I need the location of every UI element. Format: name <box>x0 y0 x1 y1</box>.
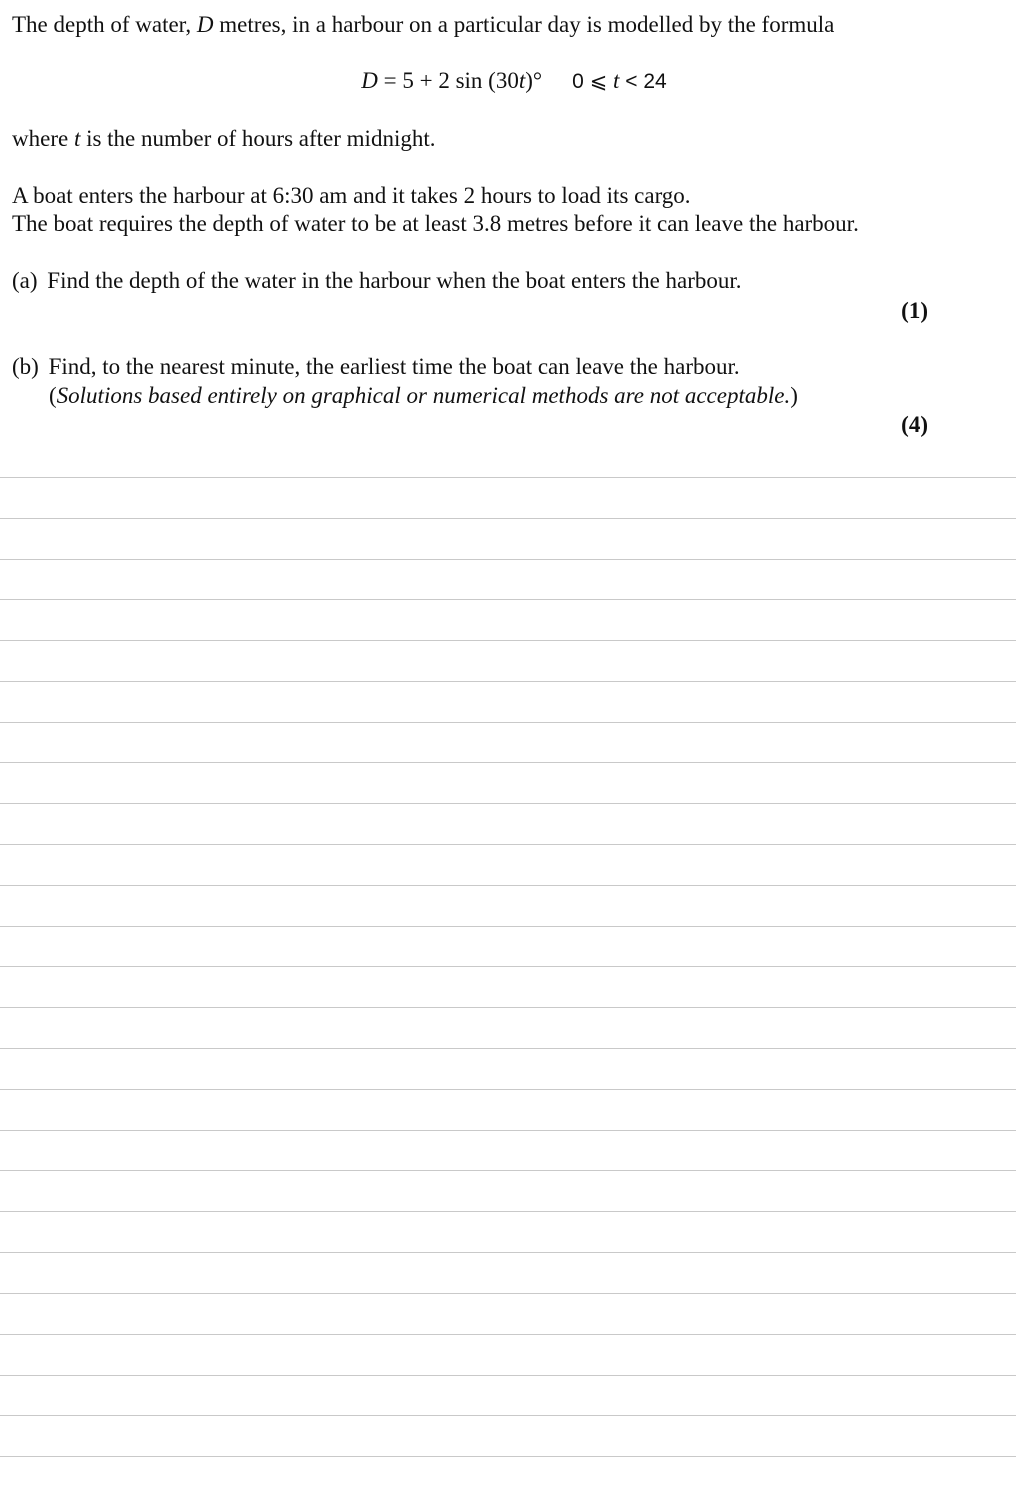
answer-line <box>0 640 1016 641</box>
question-a <box>12 267 742 295</box>
range-start: 0 ⩽ <box>572 70 614 93</box>
answer-line <box>0 1211 1016 1212</box>
answer-line <box>0 518 1016 519</box>
question-a-text: Find the depth of the water in the harbour when the boat enters the harbour. <box>47 268 742 293</box>
answer-line <box>0 1415 1016 1416</box>
answer-line <box>0 1170 1016 1171</box>
range-end: < 24 <box>619 70 667 93</box>
answer-line <box>0 477 1016 478</box>
answer-line <box>0 803 1016 804</box>
variable-t: t <box>73 126 81 151</box>
note-close: ) <box>790 383 798 408</box>
intro-text-b: metres, in a harbour on a particular day is modelled by the formula <box>213 12 835 37</box>
question-b-label: (b) <box>12 354 39 379</box>
question-a-marks: (1) <box>901 298 928 323</box>
answer-line <box>0 599 1016 600</box>
answer-line <box>0 926 1016 927</box>
question-b-text: Find, to the nearest minute, the earliest time the boat can leave the harbour. <box>48 354 740 379</box>
definition-text-b: is the number of hours after midnight. <box>80 126 436 151</box>
question-b-note-text: Solutions based entirely on graphical or numerical methods are not acceptable. <box>56 383 791 408</box>
formula-body: = 5 + 2 sin (30 <box>377 68 519 93</box>
variable-definition <box>12 125 435 153</box>
note-open: ( <box>49 383 57 408</box>
formula-end: )° <box>525 68 543 93</box>
answer-line <box>0 1456 1016 1457</box>
definition-text-a: where <box>12 126 74 151</box>
range-variable-t: t <box>613 68 620 93</box>
boat-info-line-1: A boat enters the harbour at 6:30 am and it takes 2 hours to load its cargo. <box>12 183 691 208</box>
question-a-label: (a) <box>12 268 38 293</box>
question-b-note <box>49 382 798 410</box>
answer-line <box>0 1089 1016 1090</box>
answer-line <box>0 1130 1016 1131</box>
answer-line <box>0 1252 1016 1253</box>
answer-line <box>0 722 1016 723</box>
variable-d: D <box>196 12 214 37</box>
answer-line <box>0 1007 1016 1008</box>
question-b-marks: (4) <box>901 412 928 437</box>
boat-info-line-2: The boat requires the depth of water to be at least 3.8 metres before it can leave the harbour. <box>12 211 859 236</box>
answer-line <box>0 966 1016 967</box>
answer-line <box>0 762 1016 763</box>
answer-line <box>0 1334 1016 1335</box>
answer-line <box>0 681 1016 682</box>
formula-variable-t: t <box>518 68 526 93</box>
intro-text-a: The depth of water, <box>12 12 197 37</box>
answer-line <box>0 844 1016 845</box>
depth-formula <box>0 67 1028 96</box>
formula-variable-d: D <box>361 68 378 93</box>
answer-line <box>0 1293 1016 1294</box>
answer-line <box>0 559 1016 560</box>
answer-line <box>0 885 1016 886</box>
answer-line <box>0 1048 1016 1049</box>
answer-line <box>0 1375 1016 1376</box>
question-b <box>12 353 740 381</box>
intro-paragraph <box>12 11 834 39</box>
